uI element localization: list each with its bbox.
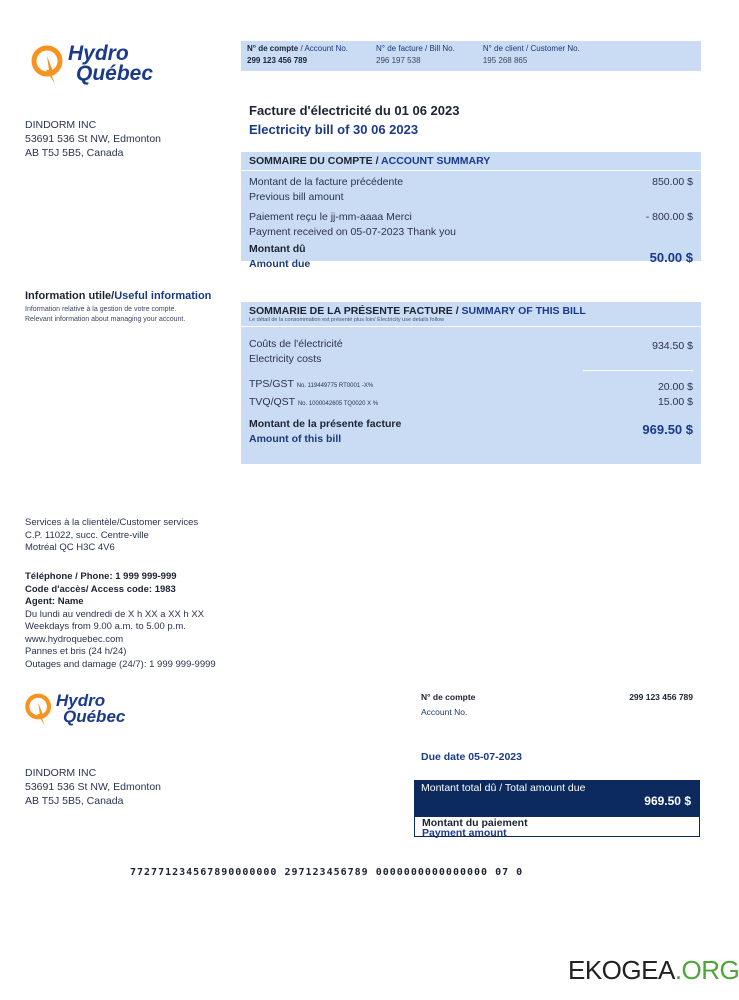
qst-row [241,395,701,412]
divider [583,370,693,371]
amount-due-en: Amount due [249,258,311,270]
customer-services-address [25,517,198,555]
stub-account-en: Account No. [421,707,468,717]
electricity-costs-fr: Coûts de l'électricité [249,338,343,350]
payment-en: Payment received on 05-07-2023 Thank you [249,226,457,238]
watermark-a: EKOGEA [568,955,675,985]
total-amount-due-box [414,780,700,816]
electricity-costs-en: Electricity costs [249,353,322,365]
bill-title-en: Electricity bill of 30 06 2023 [249,122,419,137]
cs-outage-fr: Pannes et bris (24 h/24) [25,646,127,657]
amount-due-row [241,242,701,272]
previous-bill-fr: Montant de la facture précédente [249,176,404,188]
total-amount-due-value: 969.50 $ [644,794,691,808]
gst-row [241,377,701,395]
header-account: N° de compte / Account No. 299 123 456 789 [247,44,349,65]
header-customer-value: 195 268 865 [482,56,528,65]
stub-due-date: Due date 05-07-2023 [421,751,522,763]
gst-value: 20.00 $ [657,381,693,393]
header-account-en: Account No. [304,44,349,53]
previous-bill-value: 850.00 $ [652,176,693,188]
stub-account-value: 299 123 456 789 [629,692,693,702]
previous-bill-row [241,175,701,205]
bill-summary-panel [241,302,701,464]
cs-outage-en: Outages and damage (24/7): 1 999 999-9999 [25,658,216,670]
stub-account-fr: N° de compte [421,692,476,702]
watermark-b: .ORG [674,955,739,985]
bill-summary-heading-en: SUMMARY OF THIS BILL [458,305,586,317]
stub-client-street: 53691 536 St NW, Edmonton [25,781,162,793]
gst-label: TPS/GST [249,378,294,390]
cs-agent: Agent: Name [25,596,84,607]
stub-logo-line2: Québec [63,707,126,726]
bill-total-en: Amount of this bill [249,433,342,445]
hydro-quebec-logo [30,44,153,84]
qst-value: 15.00 $ [657,396,693,408]
account-header-bar [241,41,701,71]
payment-value: - 800.00 $ [645,211,693,223]
amount-due-value: 50.00 $ [649,250,693,265]
cs-line1: Services à la clientèle/Customer services [25,517,199,528]
payment-row [241,210,701,240]
client-name: DINDORM INC [25,119,97,131]
account-summary-heading-fr: SOMMAIRE DU COMPTE / [249,155,379,167]
bill-total-fr: Montant de la présente facture [249,418,402,430]
payment-amount-fr: Montant du paiement [422,817,528,829]
useful-info-title [25,290,211,302]
useful-info-title-en: Useful information [114,290,212,302]
client-street: 53691 536 St NW, Edmonton [25,133,162,145]
header-bill: N° de facture / Bill No. 296 197 538 [376,44,455,65]
account-summary-heading [241,152,701,171]
cs-web: www.hydroquebec.com [25,633,124,645]
header-customer: N° de client / Customer No. 195 268 865 [482,44,580,65]
header-account-value: 299 123 456 789 [247,56,308,65]
header-customer-fr: N° de client [482,44,524,53]
logo-line2: Québec [76,62,154,85]
payment-code-line: 772771234567890000000 297123456789 0000000000000000 07 0 [130,867,524,878]
client-address [25,118,161,160]
useful-info-title-fr: Information utile/ [25,290,115,302]
cs-line3: Motréal QC H3C 4V6 [25,542,115,553]
stub-hydro-quebec-logo [24,692,125,726]
header-account-fr: N° de compte [247,44,299,53]
logo-line1: Hydro [68,42,129,66]
qst-label: TVQ/QST [249,396,295,408]
stub-logo-q-icon [24,692,54,726]
header-bill-value: 296 197 538 [376,56,421,65]
amount-due-fr: Montant dû [249,243,306,255]
useful-info-line1: Information relative à la gestion de votre compte. [25,306,177,313]
electricity-costs-value: 934.50 $ [652,340,693,352]
ekogea-watermark [568,955,739,986]
stub-account [421,692,693,717]
bill-summary-heading-fr: SOMMARIE DE LA PRÉSENTE FACTURE / [249,305,459,317]
customer-services-contact [25,571,216,671]
payment-amount-field[interactable] [414,816,700,837]
cs-hours-fr: Du lundi au vendredi de X h XX a XX h XX [25,608,205,620]
qst-number: No. 1000042605 TQ0020 X % [297,401,379,407]
stub-client-city: AB T5J 5B5, Canada [25,795,124,807]
stub-client-address [25,766,161,808]
bill-summary-heading [241,302,701,317]
cs-hours-en: Weekdays from 9.00 a.m. to 5.00 p.m. [25,621,186,632]
gst-number: No. 119449775 RT0001 -X% [296,383,374,389]
logo-q-icon [30,44,66,84]
header-bill-en: Bill No. [429,44,455,53]
previous-bill-en: Previous bill amount [249,191,344,203]
bill-total-row [241,417,701,447]
cs-phone: Téléphone / Phone: 1 999 999-999 [25,571,177,582]
payment-amount-en: Payment amount [422,827,507,839]
useful-info-line2: Relevant information about managing your account. [25,316,186,323]
payment-fr: Paiement reçu le jj-mm-aaaa Merci [249,211,412,223]
client-city: AB T5J 5B5, Canada [25,147,124,159]
stub-client-name: DINDORM INC [25,767,97,779]
bill-summary-subnote: Le détail de la consommation est présenté plus loin/ Electricity use details follow [241,317,701,327]
electricity-costs-row [241,337,701,367]
cs-access: Code d'accès/ Access code: 1983 [25,583,176,595]
useful-info-text [25,305,185,325]
header-bill-fr: N° de facture [376,44,423,53]
bill-title-fr: Facture d'électricité du 01 06 2023 [249,103,460,118]
account-summary-panel [241,152,701,270]
stub-logo-line1: Hydro [56,690,106,710]
cs-line2: C.P. 11022, succ. Centre-ville [25,529,149,541]
bill-total-value: 969.50 $ [642,422,693,437]
header-customer-en: Customer No. [530,44,580,53]
account-summary-heading-en: ACCOUNT SUMMARY [378,155,491,167]
total-amount-due-label: Montant total dû / Total amount due [421,782,586,794]
